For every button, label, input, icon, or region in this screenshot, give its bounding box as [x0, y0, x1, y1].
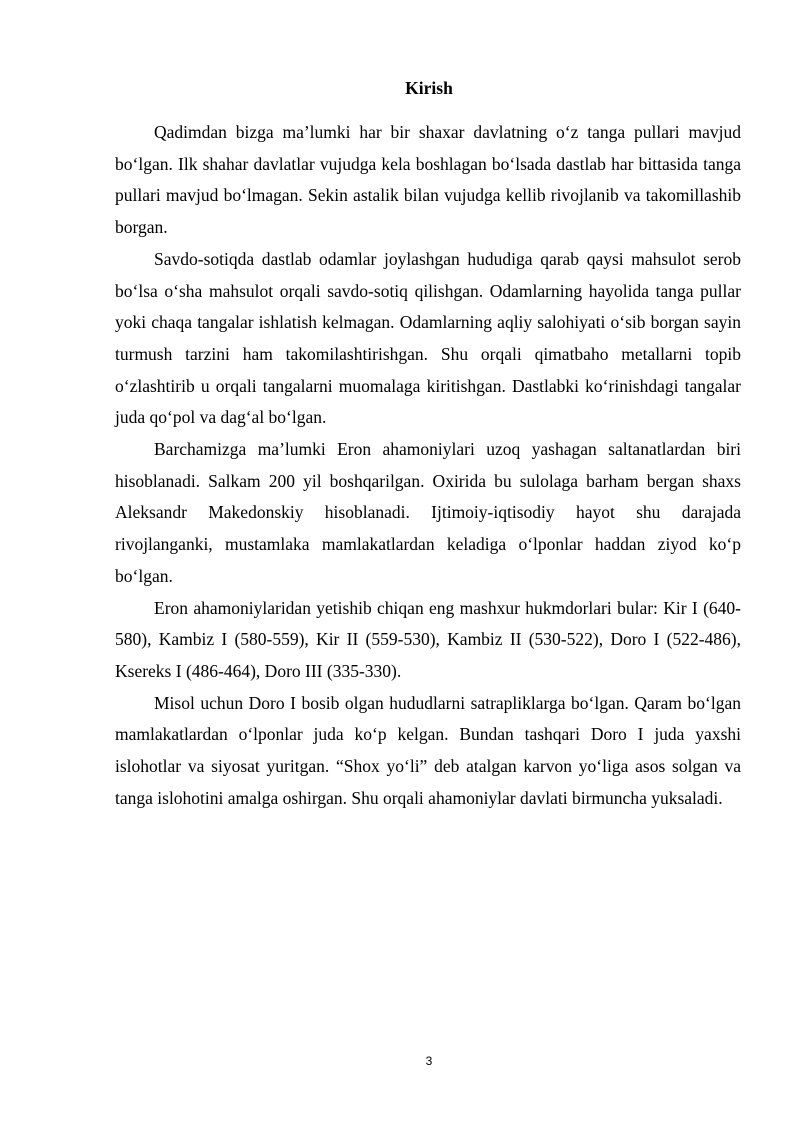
paragraph-2: Savdo-sotiqda dastlab odamlar joylashgan hududiga qarab qaysi mahsulot serob bo‘lsa o‘sha mahsulot orqali savdo-sotiq qilishgan. Odamlarning hayolida tanga pullar yoki chaqa tangalar ishlatish kelmagan. Odamlarning aqliy salohiyati o‘sib borgan sayin turmush tarzini ham takomilashtirishgan. Shu orqali qimatbaho metallarni topib o‘zlashtirib u orqali tangalarni muomalaga kiritishgan. Dastlabki ko‘rinishdagi tangalar juda qo‘pol va dag‘al bo‘lgan. — [115, 248, 741, 428]
page-number: 3 — [425, 1054, 433, 1068]
body-text — [115, 117, 741, 814]
paragraph-1: Qadimdan bizga ma’lumki har bir shaxar davlatning o‘z tanga pullari mavjud bo‘lgan. Ilk shahar davlatlar vujudga kela boshlagan bo‘lsada dastlab har bittasida tanga pullari mavjud bo‘lmagan. Sekin astalik bilan vujudga kellib rivojlanib va takomillashib borgan. — [115, 122, 741, 238]
paragraph-3: Barchamizga ma’lumki Eron ahamoniylari uzoq yashagan saltanatlardan biri hisoblanadi. Salkam 200 yil boshqarilgan. Oxirida bu sulolaga barham bergan shaxs Aleksandr Makedonskiy hisoblanadi. Ijtimoiy-iqtisodiy hayot shu darajada rivojlanganki, mustamlaka mamlakatlardan keladiga o‘lponlar haddan ziyod ko‘p bo‘lgan. — [115, 439, 741, 586]
paragraph-4: Eron ahamoniylaridan yetishib chiqan eng mashxur hukmdorlari bular: Kir I (640-580), Kambiz I (580-559), Kir II (559-530), Kambiz II (530-522), Doro I (522-486), Ksereks I (486-464), Doro III (335-330). — [115, 597, 741, 681]
paragraph-5: Misol uchun Doro I bosib olgan hududlarni satrapliklarga bo‘lgan. Qaram bo‘lgan mamlakatlardan o‘lponlar juda ko‘p kelgan. Bundan tashqari Doro I juda yaxshi islohotlar va siyosat yuritgan. “Shox yo‘li” deb atalgan karvon yo‘liga asos solgan va tanga islohotini amalga oshirgan. Shu orqali ahamoniylar davlati birmuncha yuksaladi. — [115, 692, 741, 808]
section-title: Kirish — [405, 78, 453, 98]
